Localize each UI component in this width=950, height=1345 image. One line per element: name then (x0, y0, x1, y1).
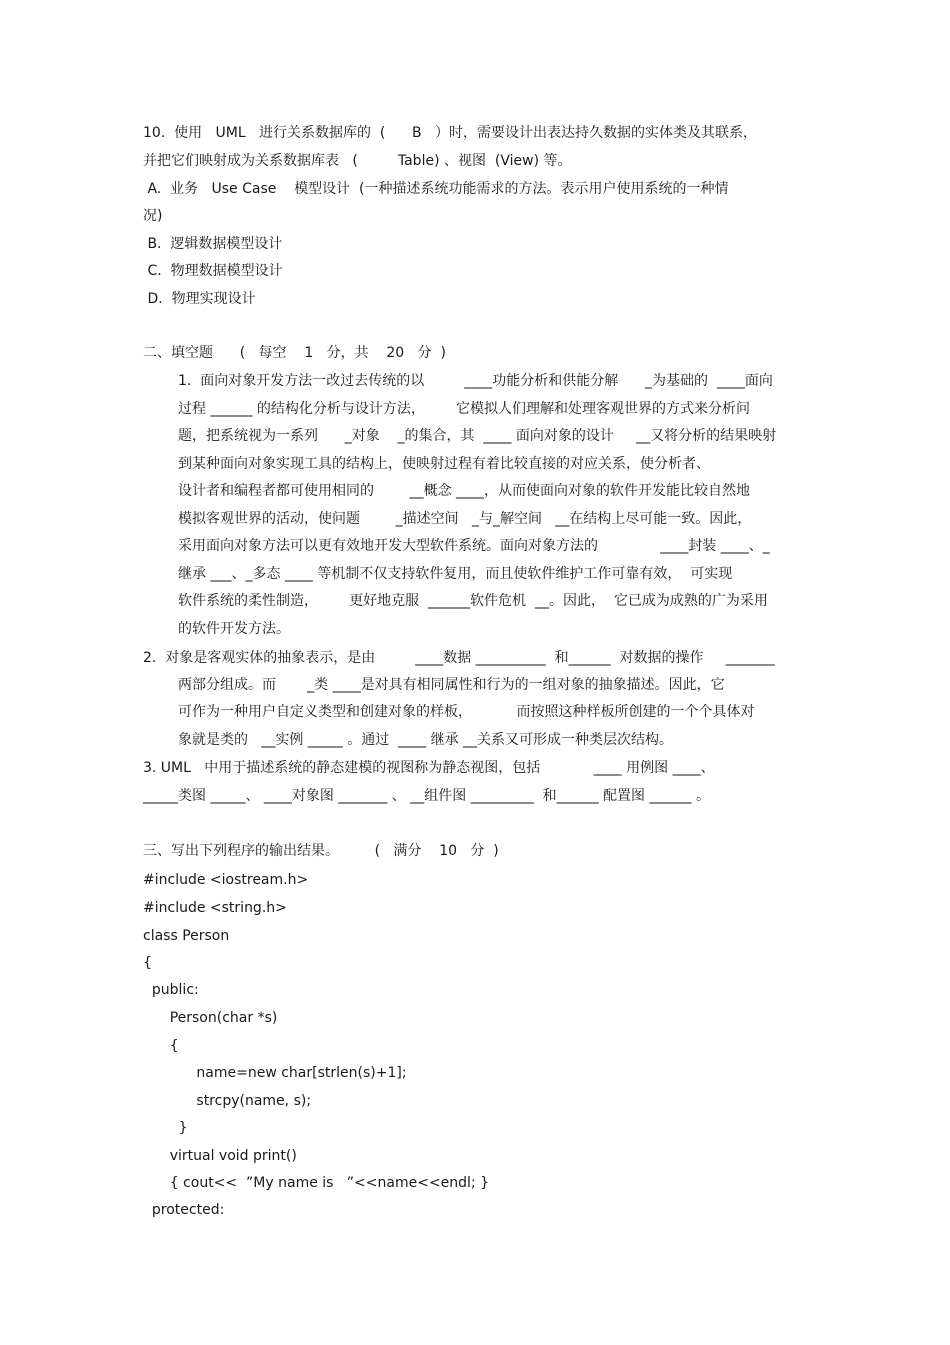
code-line: class Person (143, 928, 230, 944)
fill-1-line: 模拟客观世界的活动，使问题 _描述空间 _与_解空间 __在结构上尽可能一致。因此， (178, 511, 752, 527)
code-line: { (143, 1038, 179, 1054)
fill-1-line: 采用面向对象方法可以更有效地开发大型软件系统。面向对象方法的 ____封装 ____、_ (178, 538, 770, 554)
fill-3-line: _____类图 _____、 ____对象图 _______ 、 __组件图 _________ 和______ 配置图 ______ 。 (143, 788, 710, 804)
option-b: B. 逻辑数据模型设计 (143, 236, 283, 252)
option-c: C. 物理数据模型设计 (143, 263, 283, 279)
fill-1-line: 过程 ______ 的结构化分析与设计方法， 它模拟人们理解和处理客观世界的方式来分析问 (178, 401, 751, 417)
section-3-heading: 三、写出下列程序的输出结果。 ( 满分 10 分 ) (143, 843, 499, 859)
fill-3-line: 3. UML 中用于描述系统的静态建模的视图称为静态视图，包括 ____ 用例图 ____、 (143, 760, 715, 776)
code-line: strcpy(name, s); (143, 1093, 312, 1109)
code-line: } (143, 1120, 188, 1136)
code-line: #include <string.h> (143, 900, 287, 916)
fill-2-line: 象就是类的 __实例 _____ 。通过 ____ 继承 __关系又可形成一种类层次结构。 (178, 732, 674, 748)
option-a-line-2: 况) (143, 208, 163, 224)
code-line: name=new char[strlen(s)+1]; (143, 1065, 407, 1081)
option-a-line-1: A. 业务 Use Case 模型设计 (一种描述系统功能需求的方法。表示用户使用系统的一种情 (143, 181, 729, 197)
fill-1-line: 1. 面向对象开发方法一改过去传统的以 ____功能分析和供能分解 _为基础的 ____面向 (178, 373, 773, 389)
option-d: D. 物理实现设计 (143, 291, 256, 307)
fill-1-line: 软件系统的柔性制造， 更好地克服 ______软件危机 __。因此， 它已成为成熟的广为采用 (178, 593, 768, 609)
code-line: public: (143, 982, 199, 998)
fill-2-line: 可作为一种用户自定义类型和创建对象的样板， 而按照这种样板所创建的一个个具体对 (178, 704, 755, 720)
fill-1-line: 设计者和编程者都可使用相同的 __概念 ____，从而使面向对象的软件开发能比较自然地 (178, 483, 751, 499)
fill-2-line: 2. 对象是客观实体的抽象表示，是由 ____数据 __________ 和______ 对数据的操作 _______ (143, 650, 775, 666)
question-10-line-1: 10. 使用 UML 进行关系数据库的 ( B ）时，需要设计出表达持久数据的实体类及其联系， (143, 125, 758, 141)
fill-1-line: 的软件开发方法。 (178, 621, 290, 637)
question-10-line-2: 并把它们映射成为关系数据库表 ( Table) 、视图 (View) 等。 (143, 153, 572, 169)
code-line: Person(char *s) (143, 1010, 278, 1026)
fill-2-line: 两部分组成。而 _类 ____是对具有相同属性和行为的一组对象的抽象描述。因此，它 (178, 677, 725, 693)
code-line: #include <iostream.h> (143, 872, 309, 888)
fill-1-line: 到某种面向对象实现工具的结构上，使映射过程有着比较直接的对应关系，使分析者、 (178, 456, 710, 472)
code-line: { cout<< ”My name is ”<<name<<endl; } (143, 1175, 490, 1191)
code-line: protected: (143, 1202, 225, 1218)
fill-1-line: 继承 ___、_多态 ____ 等机制不仅支持软件复用，而且使软件维护工作可靠有效， 可实现 (178, 566, 733, 582)
section-2-heading: 二、填空题 ( 每空 1 分，共 20 分 ) (143, 345, 446, 361)
code-line: virtual void print() (143, 1148, 297, 1164)
fill-1-line: 题，把系统视为一系列 _对象 _的集合，其 ____ 面向对象的设计 __又将分析的结果映射 (178, 428, 777, 444)
code-line: { (143, 955, 152, 971)
